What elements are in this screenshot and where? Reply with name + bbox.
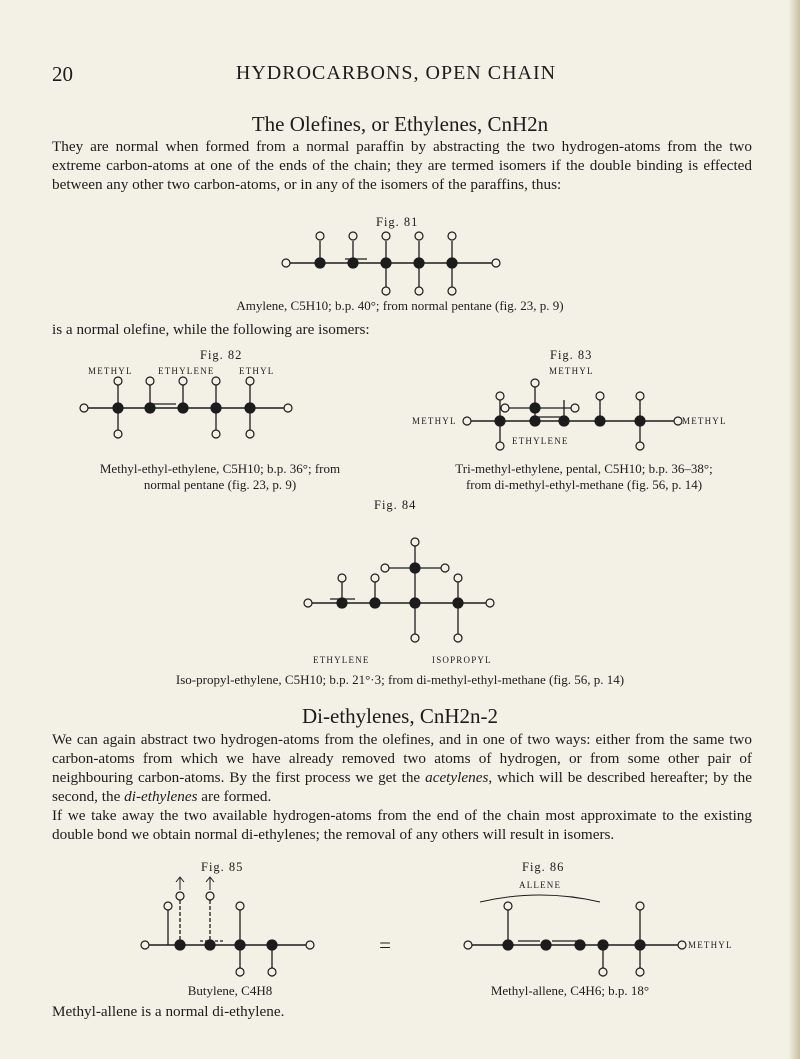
fig-85-caption: Butylene, C4H8 xyxy=(187,983,273,998)
fig-81-label: Fig. 81 xyxy=(376,215,419,229)
fig-82-caption-line2: normal pentane (fig. 23, p. 9) xyxy=(143,477,297,492)
fig-82-group-methyl: METHYL xyxy=(88,366,133,376)
fig-84-group-ethylene: ETHYLENE xyxy=(313,655,370,665)
fig-86-caption: Methyl-allene, C4H6; b.p. 18° xyxy=(490,983,650,998)
fig-82-label: Fig. 82 xyxy=(200,348,243,362)
section-title-olefines: The Olefines, or Ethylenes, CnH2n xyxy=(251,112,549,136)
fig-83-caption-line1: Tri-methyl-ethylene, pental, C5H10; b.p. 36–38°; xyxy=(455,461,713,476)
fig-84-group-isopropyl: ISOPROPYL xyxy=(432,655,492,665)
fig-82-caption-line1: Methyl-ethyl-ethylene, C5H10; b.p. 36°; from xyxy=(99,461,341,476)
fig-84-caption: Iso-propyl-ethylene, C5H10; b.p. 21°·3; from di-methyl-ethyl-methane (fig. 56, p. 14) xyxy=(175,672,625,687)
fig-86-group-methyl: METHYL xyxy=(688,940,733,950)
term-diethylenes: di-ethylenes xyxy=(124,788,198,805)
fig-83-group-methyl-left: METHYL xyxy=(412,416,457,426)
fig-83-group-methyl-top: METHYL xyxy=(549,366,594,376)
paragraph-isomers: is a normal olefine, while the following are isomers: xyxy=(52,321,370,338)
section-title-diethylenes: Di-ethylenes, CnH2n-2 xyxy=(302,704,498,728)
fig-83-caption-line2: from di-methyl-ethyl-methane (fig. 56, p. 14) xyxy=(465,477,703,492)
fig-86-group-allene: ALLENE xyxy=(519,880,562,890)
equals-sign: = xyxy=(379,933,391,957)
term-acetylenes: acetylenes xyxy=(425,769,489,786)
fig-83-group-ethylene: ETHYLENE xyxy=(512,436,569,446)
fig-81-caption: Amylene, C5H10; b.p. 40°; from normal pentane (fig. 23, p. 9) xyxy=(236,298,564,313)
fig-85-label: Fig. 85 xyxy=(201,860,244,874)
fig-82-group-ethyl: ETHYL xyxy=(239,366,275,376)
paragraph-diethylenes-intro: We can again abstract two hydrogen-atoms from the olefines, and in one of two ways: either from the same two carbon-atoms from which we have already removed two atoms of hydrogen, or from some other pair of neighbouring carbon-atoms. By the first process we get the acetylenes, which will be described hereafter; by the second, the di-ethylenes are formed. xyxy=(52,731,752,805)
paragraph-olefines-intro: They are normal when formed from a normal paraffin by abstracting the two hydrogen-atoms from the two extreme carbon-atoms at one of the ends of the chain; they are termed isomers if the double binding is effected between any other two carbon-atoms, or in any of the isomers of the paraffins, thus: xyxy=(52,138,752,193)
fig-82-group-ethylene: ETHYLENE xyxy=(158,366,215,376)
page-number: 20 xyxy=(52,62,73,86)
fig-83-group-methyl-right: METHYL xyxy=(682,416,727,426)
fig-86-label: Fig. 86 xyxy=(522,860,565,874)
fig-84-label: Fig. 84 xyxy=(374,498,417,512)
paragraph-normal-diethylenes: If we take away the two available hydrogen-atoms from the end of the chain most approximate to the existing double bond we obtain normal di-ethylenes; the removal of any others will result in isomers. xyxy=(52,807,752,843)
fig-83-label: Fig. 83 xyxy=(550,348,593,362)
paragraph-methyl-allene: Methyl-allene is a normal di-ethylene. xyxy=(52,1003,285,1020)
running-head: HYDROCARBONS, OPEN CHAIN xyxy=(235,62,557,84)
